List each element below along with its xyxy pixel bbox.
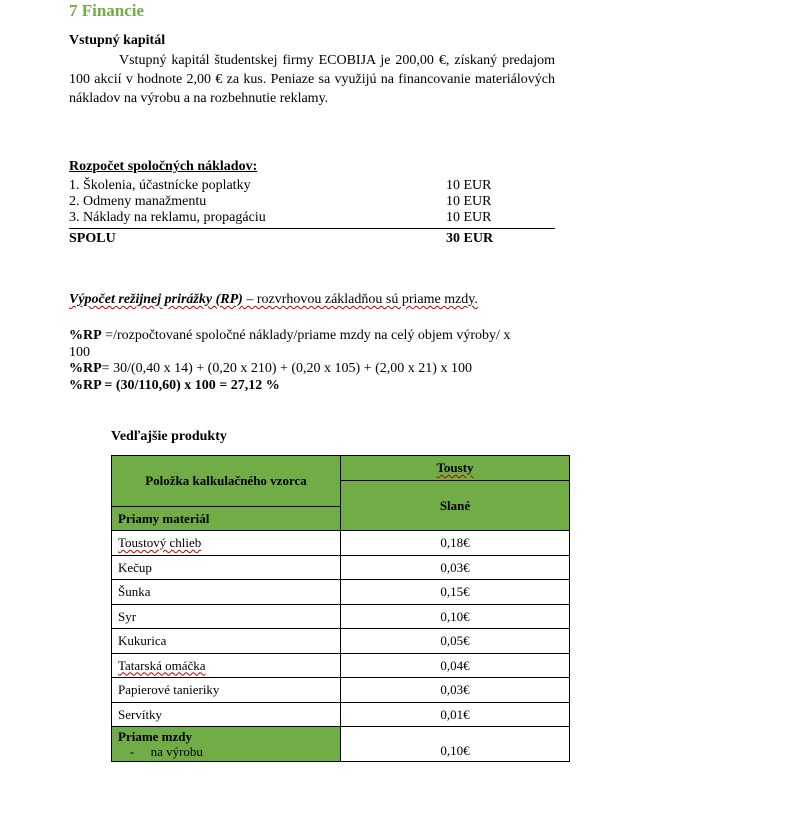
table-row-value: 0,18€ bbox=[341, 531, 570, 556]
budget-divider bbox=[69, 228, 555, 229]
table-row-item: Šunka bbox=[112, 580, 341, 605]
table-row-item: Kukurica bbox=[112, 629, 341, 654]
capital-paragraph: Vstupný kapitál študentskej firmy ECOBIJA je 200,00 €, získaný predajom 100 akcií v hodnote 2,00 € za kus. Peniaze sa využijú na financovanie materiálových nákladov na výrobu a na rozbehnutie reklamy. bbox=[69, 53, 555, 106]
header-variant-cell: Slané bbox=[341, 481, 570, 531]
table-row-item-label: Tatarská omáčka bbox=[118, 657, 206, 673]
table-row-value: 0,05€ bbox=[341, 629, 570, 654]
material-heading-cell: Priamy materiál bbox=[112, 507, 341, 531]
section-title: 7 Financie bbox=[69, 1, 145, 20]
header-product: Tousty bbox=[436, 460, 474, 475]
table-row-value: 0,15€ bbox=[341, 580, 570, 605]
header-product-cell bbox=[341, 456, 570, 481]
budget-item-value-1: 10 EUR bbox=[446, 178, 492, 193]
header-item-cell: Položka kalkulačného vzorca bbox=[112, 456, 341, 507]
table-row-value: 0,01€ bbox=[341, 703, 570, 727]
calculation-table bbox=[111, 455, 570, 762]
rp-formula-3: %RP = (30/110,60) x 100 = 27,12 % bbox=[69, 378, 280, 393]
table-row-value: 0,04€ bbox=[341, 654, 570, 678]
budget-item-label-3: 3. Náklady na reklamu, propagáciu bbox=[69, 210, 266, 225]
rp-formula-2-text: = 30/(0,40 x 14) + (0,20 x 210) + (0,20 x 105) + (2,00 x 21) x 100 bbox=[101, 361, 472, 376]
budget-item-value-3: 10 EUR bbox=[446, 210, 492, 225]
table-row-item-label: Toustový chlieb bbox=[118, 535, 202, 550]
budget-item-label-2: 2. Odmeny manažmentu bbox=[69, 194, 207, 209]
table-title: Vedľajšie produkty bbox=[111, 429, 227, 444]
table-row-item bbox=[112, 654, 341, 678]
table-row-item: Papierové tanieriky bbox=[112, 678, 341, 703]
rp-formula-1-text: =/rozpočtované spoločné náklady/priame mzdy na celý objem výroby/ x bbox=[101, 328, 511, 343]
rp-heading-rest: – rozvrhovou základňou sú priame mzdy. bbox=[242, 292, 478, 307]
rp-formula-1 bbox=[69, 326, 555, 345]
wages-value: 0,10€ bbox=[341, 727, 570, 762]
table-row-value: 0,03€ bbox=[341, 556, 570, 580]
rp-formula-1-cont: 100 bbox=[69, 345, 90, 360]
table-row-item bbox=[112, 531, 341, 556]
rp-formula-1-label: %RP bbox=[69, 328, 102, 343]
budget-item-value-2: 10 EUR bbox=[446, 194, 492, 209]
wages-sub: - na výrobu bbox=[130, 744, 203, 759]
rp-heading bbox=[69, 290, 478, 309]
budget-heading: Rozpočet spoločných nákladov: bbox=[69, 159, 258, 174]
capital-heading: Vstupný kapitál bbox=[69, 33, 166, 48]
table-row-value: 0,10€ bbox=[341, 605, 570, 629]
table-row-item: Syr bbox=[112, 605, 341, 629]
budget-total-label: SPOLU bbox=[69, 231, 116, 246]
budget-total-value: 30 EUR bbox=[446, 231, 494, 246]
table-row-value: 0,03€ bbox=[341, 678, 570, 703]
table-row-item: Servítky bbox=[112, 703, 341, 727]
budget-item-label-1: 1. Školenia, účastnícke poplatky bbox=[69, 178, 251, 193]
rp-formula-2-label: %RP bbox=[69, 361, 102, 376]
wages-cell bbox=[112, 727, 341, 762]
wages-heading: Priame mzdy bbox=[118, 729, 193, 744]
rp-heading-bold: Výpočet režijnej prirážky (RP) bbox=[69, 292, 243, 307]
table-row-item: Kečup bbox=[112, 556, 341, 580]
